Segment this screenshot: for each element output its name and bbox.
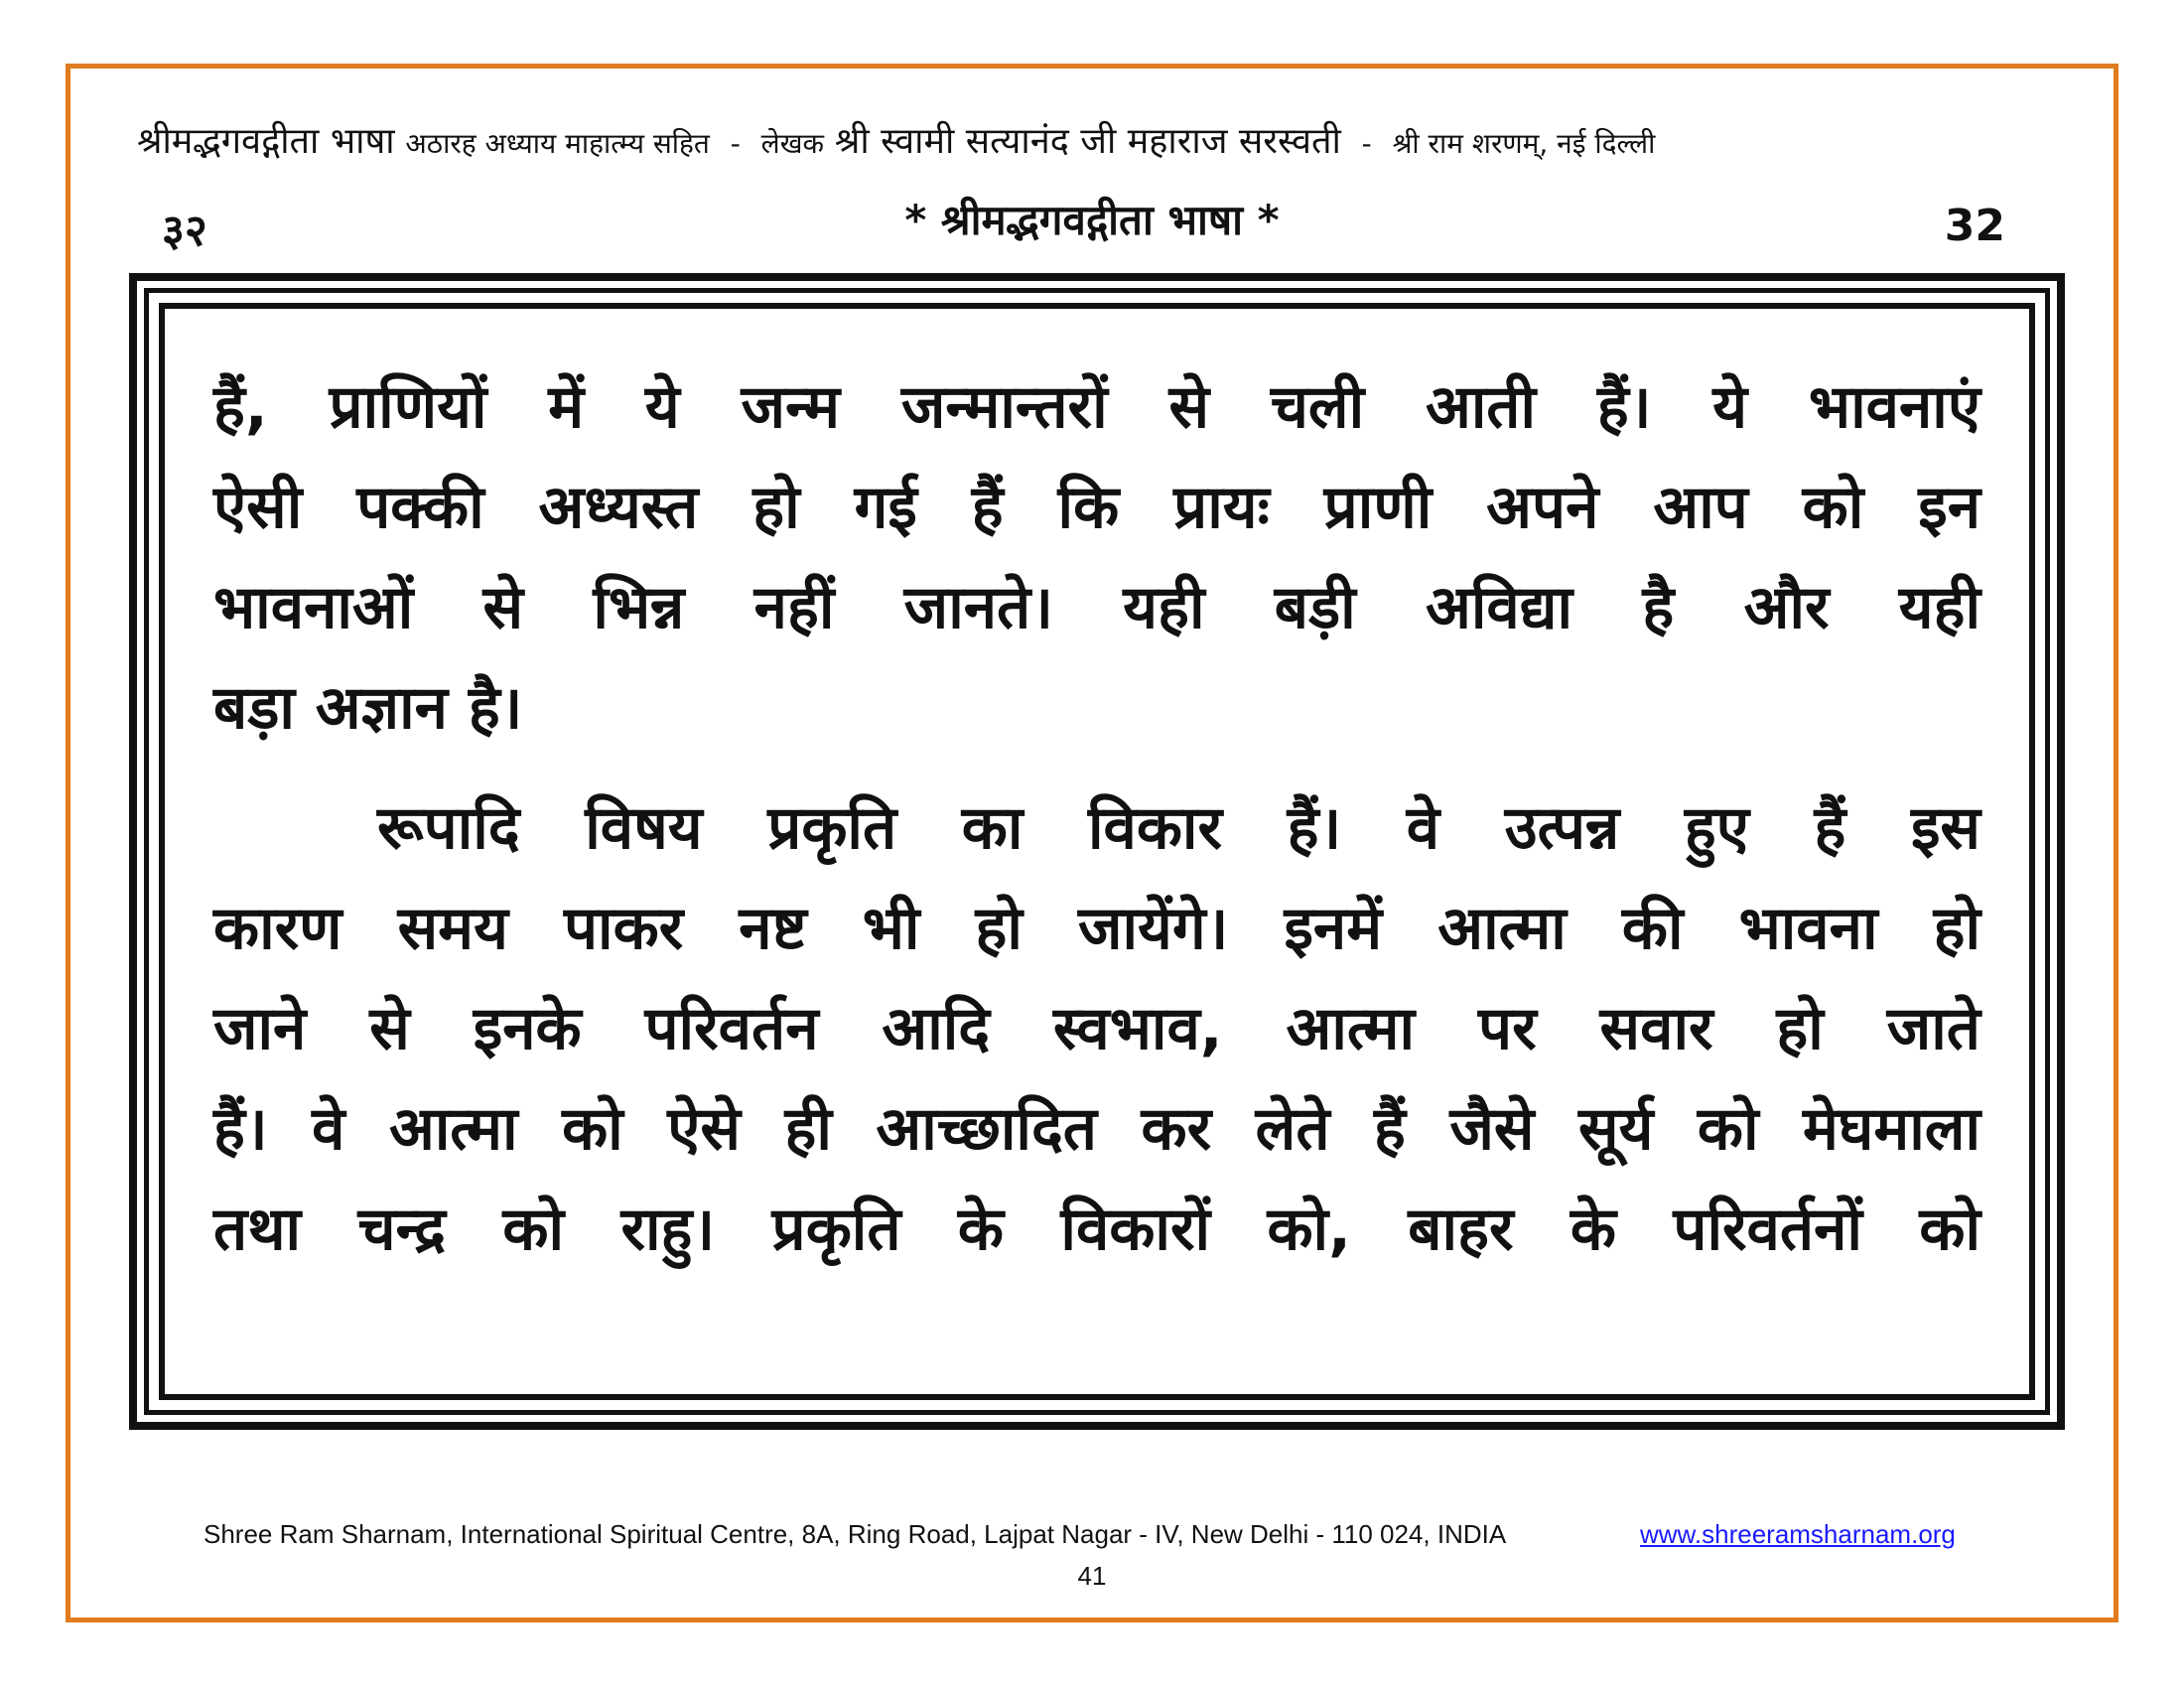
text-line: भावनाओं से भिन्न नहीं जानते। यही बड़ी अविद्या है और यही bbox=[213, 573, 1981, 642]
text-line: कारण समय पाकर नष्ट भी हो जायेंगे। इनमें आत्मा की भावना हो bbox=[213, 894, 1980, 963]
publisher-name: श्री राम शरणम्, नई दिल्ली bbox=[1392, 127, 1656, 160]
footer-page-number: 41 bbox=[1077, 1561, 1107, 1591]
text-line: जाने से इनके परिवर्तन आदि स्वभाव, आत्मा पर सवार हो जाते bbox=[213, 994, 1980, 1063]
header-separator: - bbox=[1361, 127, 1372, 160]
text-line: बड़ा अज्ञान है। bbox=[213, 673, 523, 743]
text-line: हैं। वे आत्मा को ऐसे ही आच्छादित कर लेते हैं जैसे सूर्य को मेघमाला bbox=[213, 1094, 1980, 1164]
footer-address: Shree Ram Sharnam, International Spiritual Centre, 8A, Ring Road, Lajpat Nagar - IV, New Delhi - 110 024, INDIA bbox=[204, 1519, 1507, 1549]
text-line: हैं, प्राणियों में ये जन्म जन्मान्तरों से चली आती हैं। ये भावनाएं bbox=[213, 372, 1980, 442]
text-line: रूपादि विषय प्रकृति का विकार हैं। वे उत्पन्न हुए हैं इस bbox=[377, 793, 1980, 863]
author-label: लेखक bbox=[760, 127, 825, 160]
book-title: श्रीमद्भगवद्गीता भाषा bbox=[137, 121, 395, 162]
body-text bbox=[213, 357, 1980, 1280]
page-number-latin: 32 bbox=[1944, 201, 2005, 251]
text-line: तथा चन्द्र को राहु। प्रकृति के विकारों को, बाहर के परिवर्तनों को bbox=[213, 1195, 1980, 1264]
website-link[interactable]: www.shreeramsharnam.org bbox=[1640, 1519, 1956, 1549]
book-subtitle: अठारह अध्याय माहात्म्य सहित bbox=[405, 127, 710, 160]
page-number-devanagari: ३२ bbox=[162, 206, 207, 256]
text-line: ऐसी पक्की अध्यस्त हो गई हैं कि प्रायः प्राणी अपने आप को इन bbox=[213, 473, 1980, 542]
running-title: * श्रीमद्भगवद्गीता भाषा * bbox=[904, 196, 1280, 244]
author-name: श्री स्वामी सत्यानंद जी महाराज सरस्वती bbox=[834, 121, 1341, 162]
header-separator: - bbox=[730, 127, 741, 160]
paragraph-gap bbox=[213, 759, 1980, 778]
page-header bbox=[137, 117, 2063, 169]
